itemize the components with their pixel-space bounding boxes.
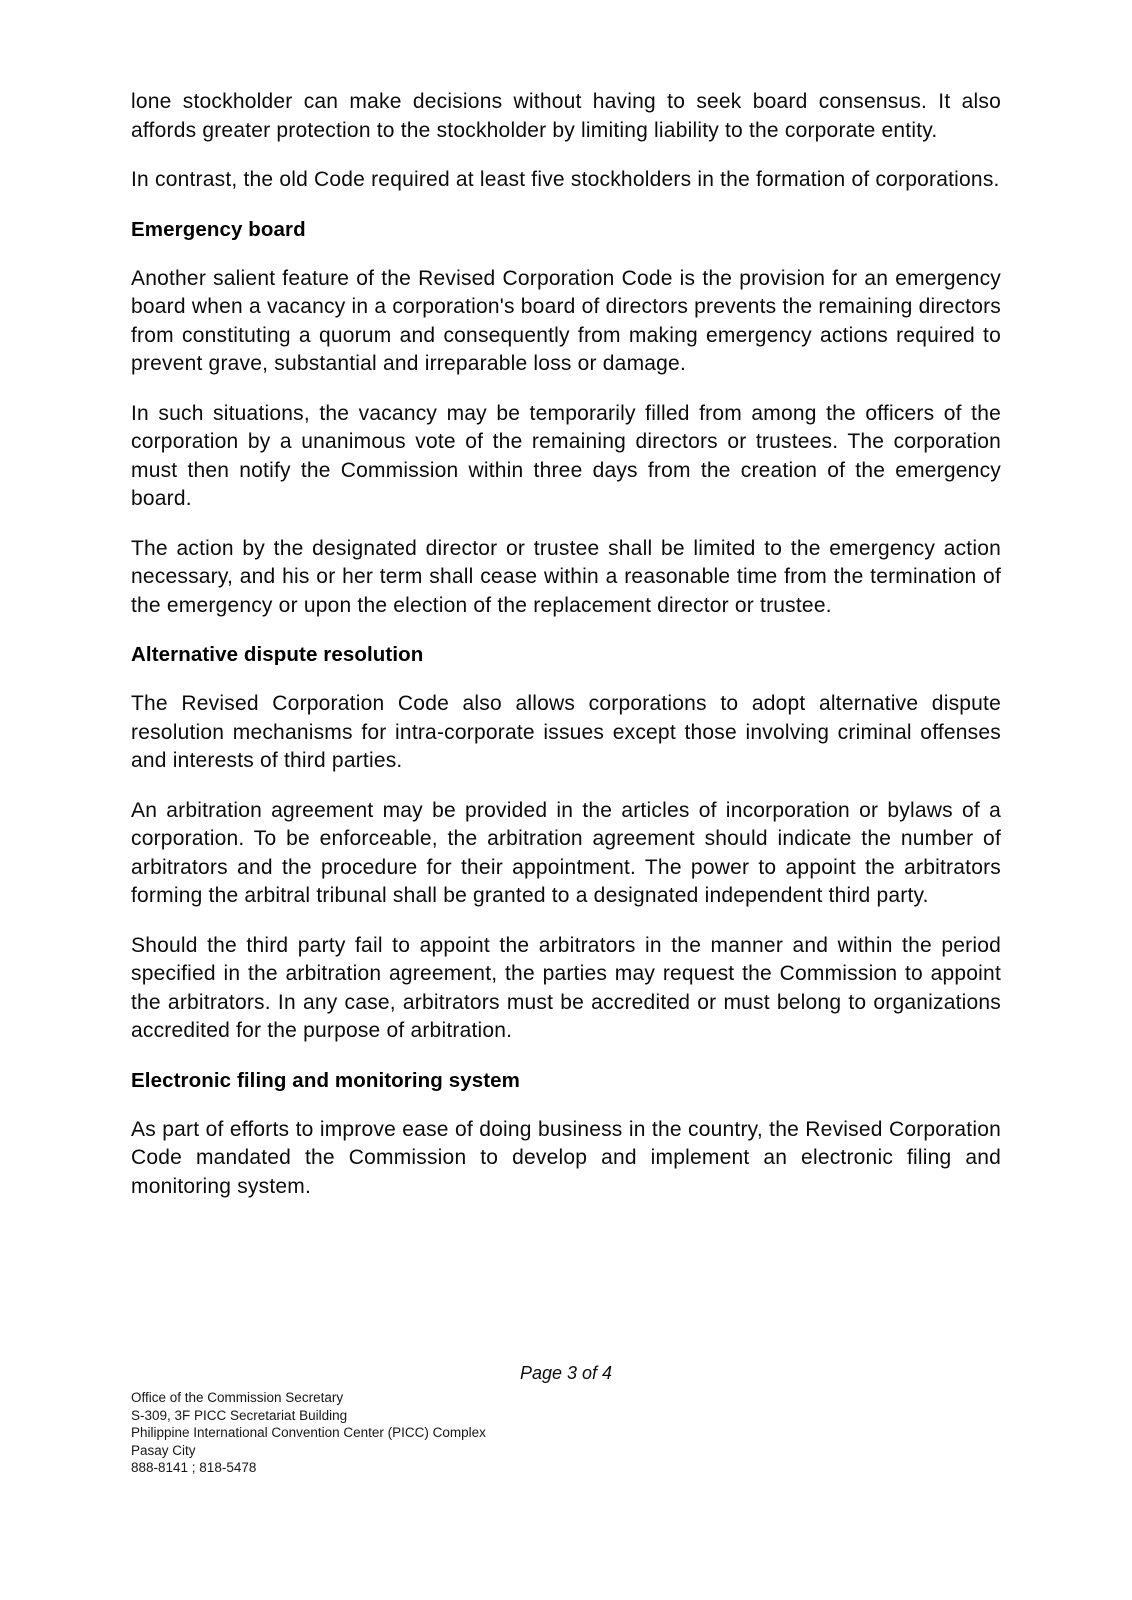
footer-line-city: Pasay City [131, 1442, 196, 1458]
footer-address-block [131, 1389, 731, 1477]
paragraph-should-third-party-fail: Should the third party fail to appoint the arbitrators in the manner and within the period specified in the arbitration agreement, the parties may request the Commission to appoint the arbitrators. In any case, arbitrators must be accredited or must belong to organizations accredited for the purpose of arbitration. [131, 933, 1001, 1042]
paragraph-arbitration-agreement: An arbitration agreement may be provided in the articles of incorporation or bylaws of a corporation. To be enforceable, the arbitration agreement should indicate the number of arbitrators and the procedure for their appointment. The power to appoint the arbitrators forming the arbitral tribunal shall be granted to a designated independent third party. [131, 798, 1001, 907]
paragraph-another-salient-feature: Another salient feature of the Revised Corporation Code is the provision for an emergency board when a vacancy in a corporation's board of directors prevents the remaining directors from constituting a quorum and consequently from making emergency actions required to prevent grave, substantial and irreparable loss or damage. [131, 266, 1001, 375]
section-heading-electronic-filing-and-monitoring-system: Electronic filing and monitoring system [131, 1068, 520, 1092]
paragraph-lone-stockholder: lone stockholder can make decisions without having to seek board consensus. It also affords greater protection to the stockholder by limiting liability to the corporate entity. [131, 90, 1001, 142]
section-heading-alternative-dispute-resolution: Alternative dispute resolution [131, 643, 424, 666]
paragraph-electronic-filing-system: As part of efforts to improve ease of doing business in the country, the Revised Corporation Code mandated the Commission to develop and implement an electronic filing and monitoring system. [131, 1117, 1001, 1198]
page-number: Page 3 of 4 [519, 1363, 613, 1383]
paragraph-revised-code-allows-adr: The Revised Corporation Code also allows corporations to adopt alternative dispute resolution mechanisms for intra-corporate issues except those involving criminal offenses and interests of third parties. [131, 692, 1001, 772]
paragraph-in-contrast: In contrast, the old Code required at least five stockholders in the formation of corporations. [131, 168, 1000, 191]
footer-line-office: Office of the Commission Secretary [131, 1390, 344, 1405]
document-body [131, 88, 1001, 1201]
footer-line-building: S-309, 3F PICC Secretariat Building [131, 1407, 348, 1423]
paragraph-in-such-situations: In such situations, the vacancy may be temporarily filled from among the officers of the corporation by a unanimous vote of the remaining directors or trustees. The corporation must then notify the Commission within three days from the creation of the emergency board. [131, 401, 1001, 510]
paragraph-the-action-by-designated-director: The action by the designated director or trustee shall be limited to the emergency action necessary, and his or her term shall cease within a reasonable time from the termination of the emergency or upon the election of the replacement director or trustee. [131, 536, 1001, 617]
footer-line-phone: 888-8141 ; 818-5478 [131, 1460, 257, 1475]
footer-line-complex: Philippine International Convention Center (PICC) Complex [131, 1425, 486, 1440]
section-heading-emergency-board: Emergency board [131, 217, 306, 241]
